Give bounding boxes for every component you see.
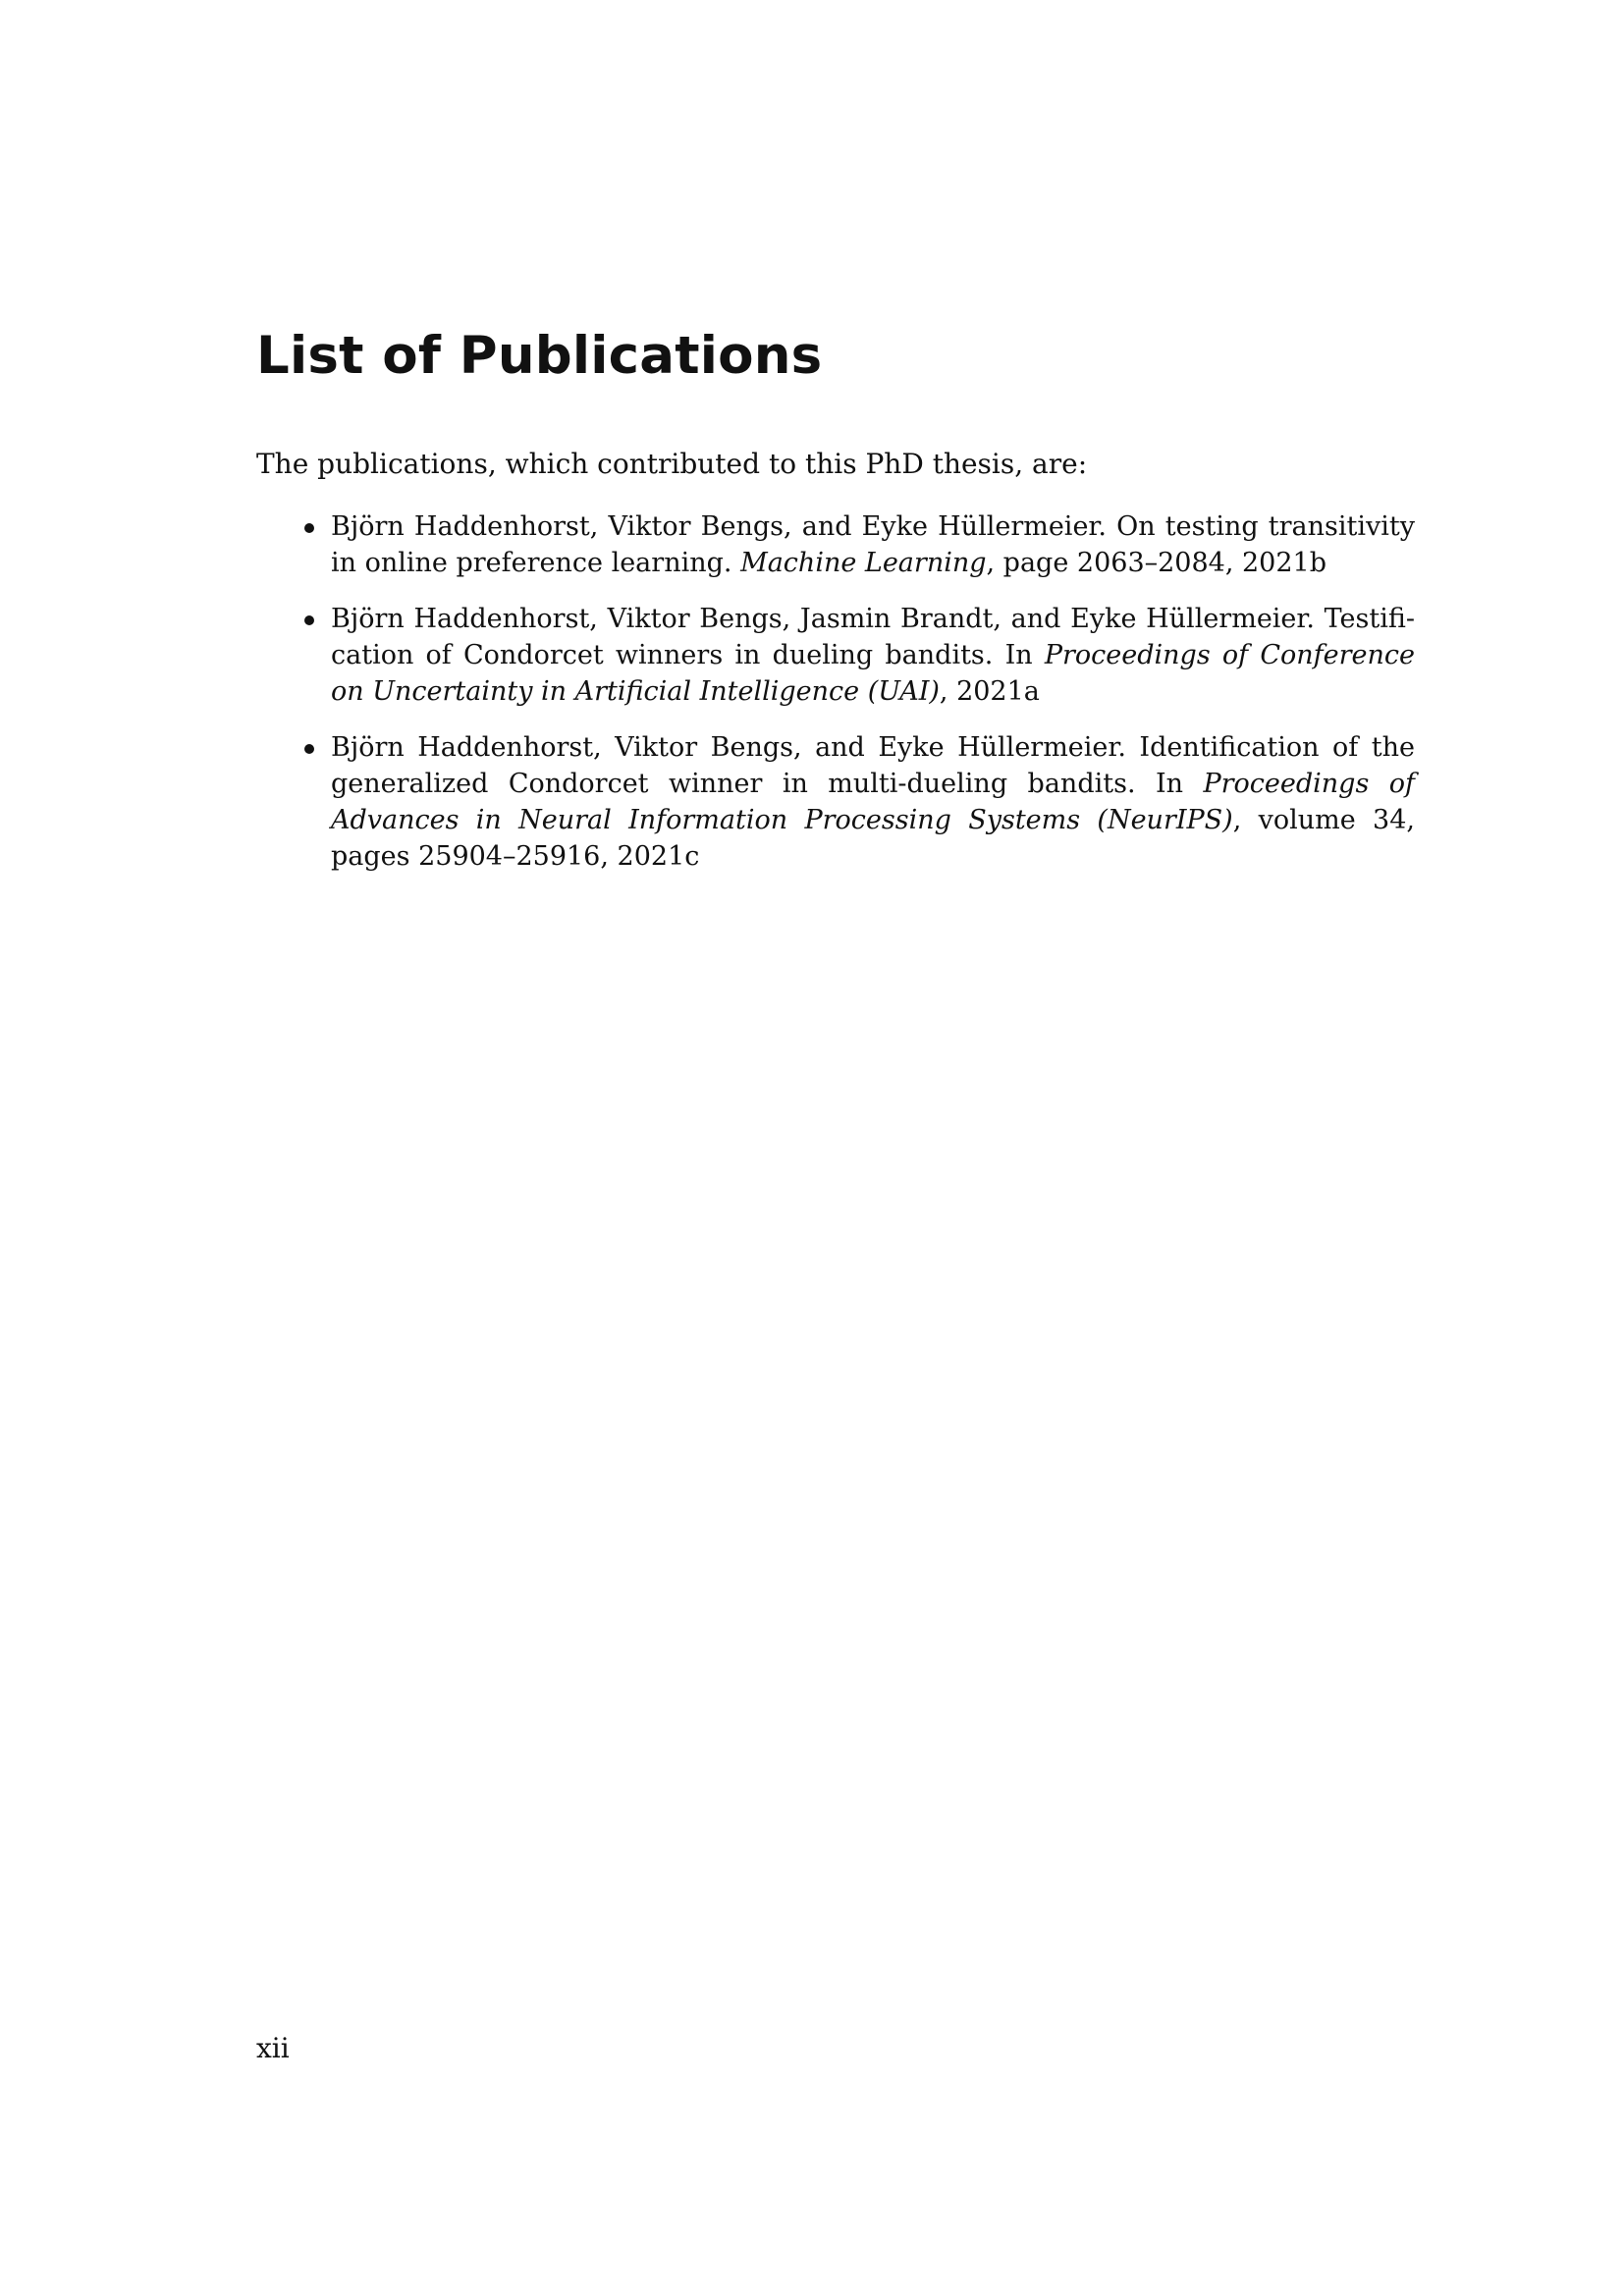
chapter-title: List of Publications: [256, 326, 823, 386]
publication-details: , page 2063–2084, 2021b: [986, 548, 1326, 578]
intro-paragraph: The publications, which contributed to this PhD thesis, are:: [256, 448, 1088, 480]
publication-venue: Proceedings of Conference on Uncertainty in Artificial Intelligence (UAI): [331, 640, 1416, 707]
publication-venue: Machine Learning: [740, 548, 987, 578]
publication-item: [256, 601, 1415, 710]
publication-item: [256, 508, 1415, 581]
publication-item: [256, 729, 1415, 875]
publication-details: , 2021a: [939, 676, 1040, 707]
page-number: xii: [256, 2032, 290, 2064]
publication-authors-title: Björn Haddenhorst, Viktor Bengs, and Eyke Hüllermeier. Identification of the generalized Condorcet winner in multi-dueling bandits. In: [331, 732, 1415, 799]
publication-authors-title: Björn Haddenhorst, Viktor Bengs, and Eyke Hüllermeier. On testing transitivity in online preference learning.: [331, 511, 1415, 578]
publication-details: , volume 34, pages 25904–25916, 2021c: [331, 805, 1415, 872]
publication-list: [256, 508, 1415, 894]
publication-venue: Proceedings of Advances in Neural Information Processing Systems (NeurIPS): [331, 769, 1415, 835]
publication-authors-title: Björn Haddenhorst, Viktor Bengs, Jasmin Brandt, and Eyke Hüllermeier. Testification of Condorcet winners in dueling bandits. In: [331, 604, 1415, 670]
